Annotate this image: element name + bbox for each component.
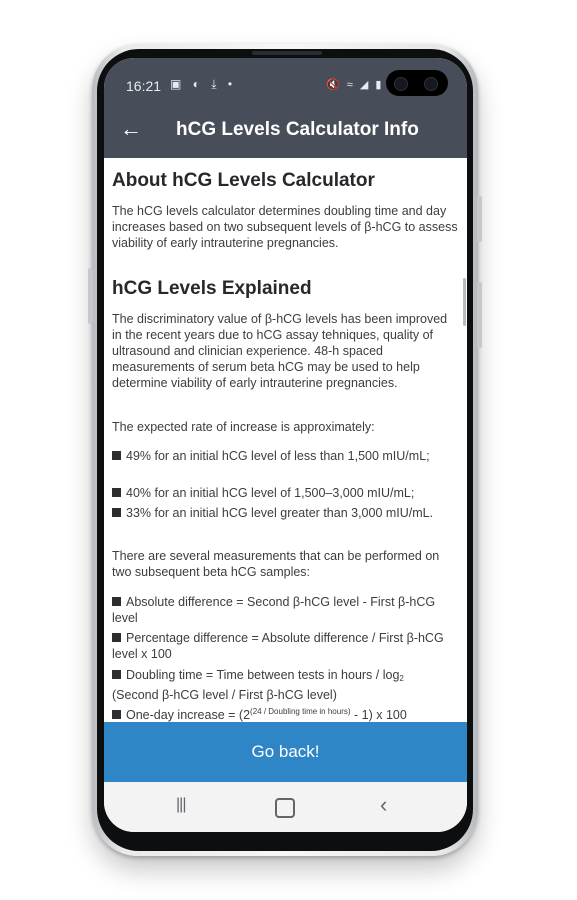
- about-paragraph: The hCG levels calculator determines doubling time and day increases based on two subsequent levels of β-hCG to assess viability of early intrauterine pregnancies.: [112, 204, 458, 250]
- go-back-label: Go back!: [251, 742, 320, 761]
- log-base: 2: [399, 674, 404, 683]
- go-back-button[interactable]: [104, 722, 467, 782]
- absolute-difference-item: Absolute difference = Second β-hCG level - First β-hCG level: [112, 594, 458, 626]
- one-day-increase-item: [112, 704, 458, 722]
- notification-icons: ▣ ◐ ⤓ •: [170, 77, 237, 91]
- scrollbar-thumb[interactable]: [463, 278, 466, 326]
- doubling-time-item: [112, 667, 458, 703]
- one-day-text-2: - 1) x 100: [350, 708, 407, 722]
- status-time: 16:21: [126, 78, 162, 94]
- doubling-time-text-2: (Second β-hCG level / First β-hCG level): [112, 688, 337, 702]
- power-button: [477, 196, 482, 242]
- app-bar: [104, 102, 467, 158]
- status-bar: [104, 58, 467, 102]
- page-title: hCG Levels Calculator Info: [176, 119, 419, 140]
- arrow-left-icon[interactable]: ←: [120, 116, 142, 141]
- rate-item: 40% for an initial hCG level of 1,500–3,000 mIU/mL;: [112, 485, 458, 501]
- one-day-exponent: (24 / Doubling time in hours): [250, 707, 351, 716]
- system-nav-bar: [104, 782, 467, 832]
- explained-heading: hCG Levels Explained: [112, 278, 312, 299]
- system-status-icons: 🔇 ≈ ◢ ▮: [326, 79, 384, 91]
- back-chevron-icon[interactable]: ‹: [380, 792, 388, 817]
- earpiece-speaker: [252, 51, 322, 55]
- rate-intro: The expected rate of increase is approximately:: [112, 420, 375, 434]
- about-heading: About hCG Levels Calculator: [112, 170, 375, 191]
- explained-paragraph: The discriminatory value of β-hCG levels has been improved in the recent years due to hCG assay tehniques, quality of ultrasound and clinician experience. 48-h spaced measurements of serum beta hCG may be used to help determine viability of early intrauterine pregnancies.: [112, 312, 448, 390]
- home-icon[interactable]: [275, 798, 295, 818]
- front-camera-lens: [394, 77, 408, 91]
- phone-screen: [104, 58, 467, 832]
- camera-cutout: [386, 70, 448, 96]
- doubling-time-text: Doubling time = Time between tests in hours / log: [126, 668, 400, 682]
- one-day-text: One-day increase = (2: [126, 708, 251, 722]
- measure-intro: There are several measurements that can be performed on two subsequent beta hCG samples:: [112, 549, 440, 579]
- front-camera-lens: [424, 77, 438, 91]
- rate-item: 33% for an initial hCG level greater than 3,000 mIU/mL.: [112, 505, 458, 521]
- bixby-button: [88, 268, 93, 324]
- rate-item: 49% for an initial hCG level of less than 1,500 mIU/mL;: [112, 448, 458, 464]
- recent-apps-icon[interactable]: |||: [176, 796, 186, 813]
- percentage-difference-item: Percentage difference = Absolute difference / First β-hCG level x 100: [112, 630, 458, 662]
- info-content[interactable]: [104, 158, 467, 722]
- volume-button: [477, 282, 482, 348]
